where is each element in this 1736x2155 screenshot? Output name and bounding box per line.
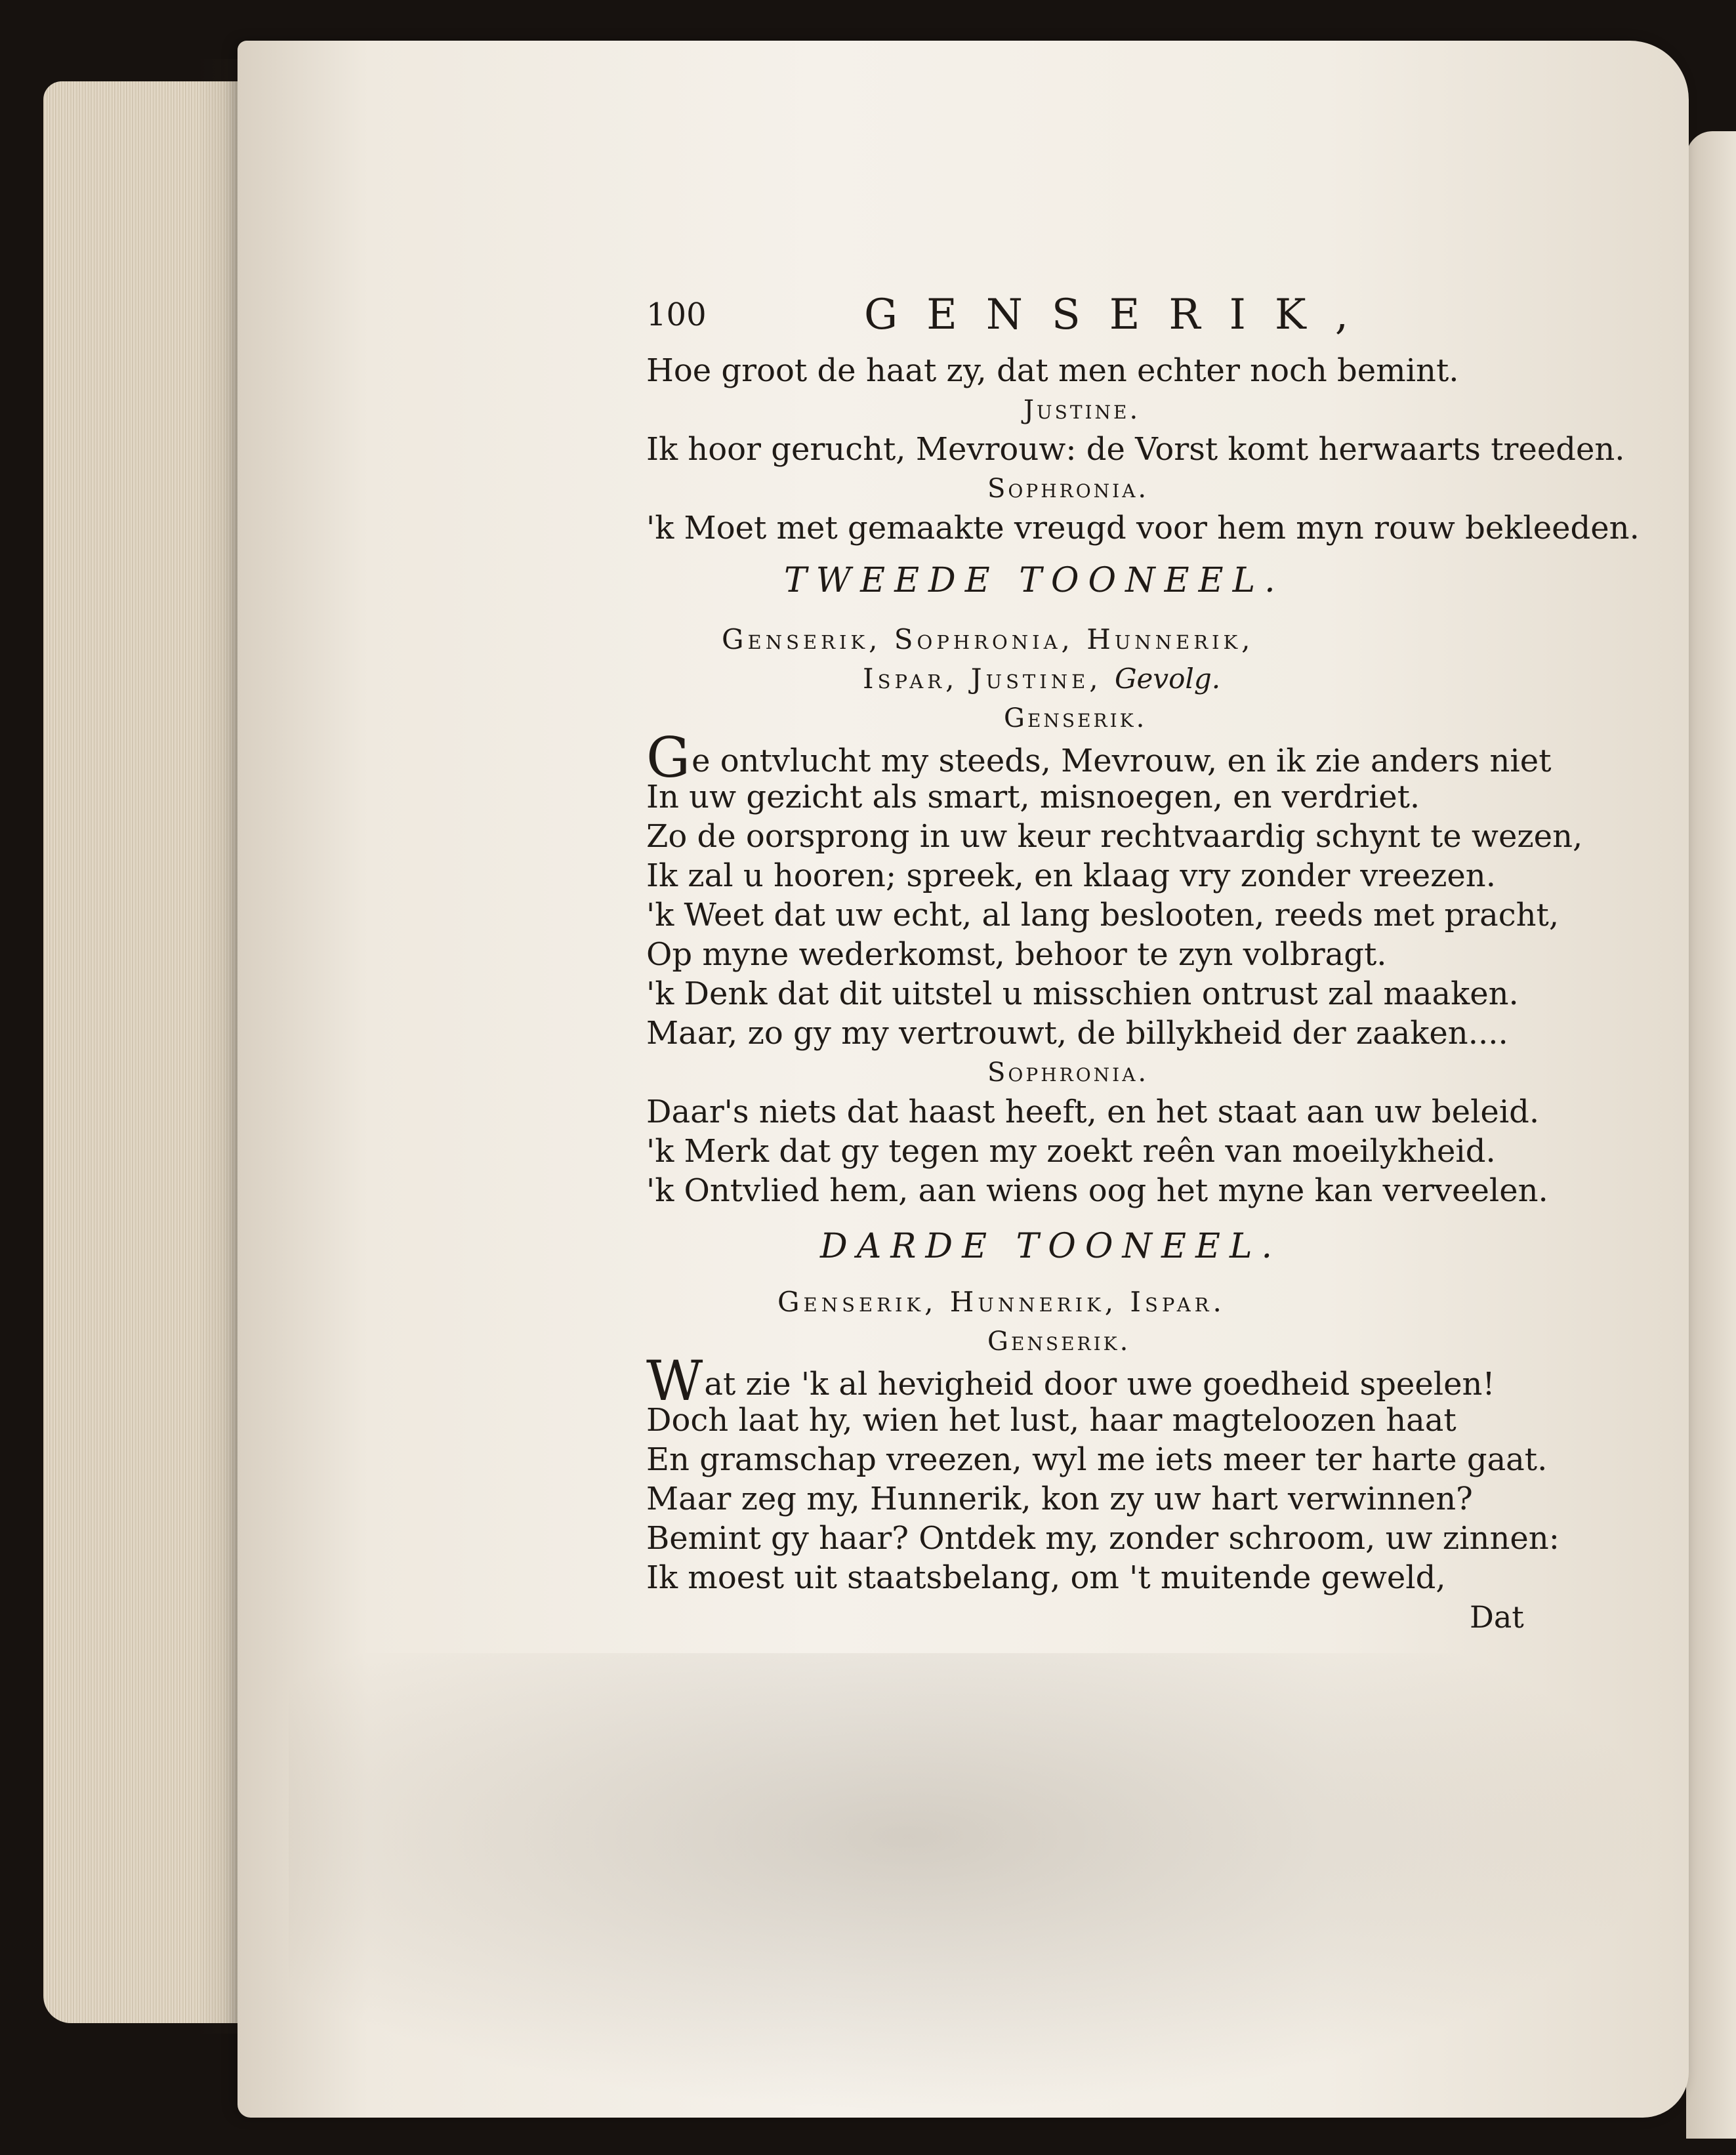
cast-retinue: Gevolg.: [1114, 663, 1221, 695]
running-title: GENSERIK,: [864, 291, 1378, 339]
scene-heading: TWEEDE TOONEEL.: [784, 561, 1285, 600]
speaker-name: Sophronia.: [987, 1057, 1149, 1088]
verse-line: 'k Ontvlied hem, aan wiens oog het myne kan verveelen.: [646, 1172, 1548, 1209]
speaker-name: Genserik.: [987, 1326, 1131, 1357]
verse-line: 'k Moet met gemaakte vreugd voor hem myn rouw bekleeden.: [646, 510, 1640, 546]
cast-names: Ispar, Justine,: [863, 663, 1102, 695]
speaker-name: Sophronia.: [987, 474, 1149, 504]
verse-line: In uw gezicht als smart, misnoegen, en verdriet.: [646, 779, 1420, 815]
verse-text: e ontvlucht my steeds, Mevrouw, en ik zie anders niet: [692, 743, 1552, 779]
verse-line: 'k Denk dat dit uitstel u misschien ontrust zal maaken.: [646, 975, 1519, 1012]
running-header: [646, 289, 1598, 341]
verse-line: Ik hoor gerucht, Mevrouw: de Vorst komt herwaarts treeden.: [646, 431, 1625, 468]
verse-line: Maar zeg my, Hunnerik, kon zy uw hart verwinnen?: [646, 1481, 1473, 1517]
verse-line: 'k Merk dat gy tegen my zoekt reên van moeilykheid.: [646, 1133, 1496, 1170]
verse-line: Hoe groot de haat zy, dat men echter noch bemint.: [646, 352, 1459, 389]
page-number: 100: [646, 297, 707, 333]
verse-line: Maar, zo gy my vertrouwt, de billykheid der zaaken....: [646, 1015, 1508, 1052]
verse-line: En gramschap vreezen, wyl me iets meer ter harte gaat.: [646, 1441, 1548, 1478]
scene-heading: DARDE TOONEEL.: [820, 1227, 1281, 1266]
verse-line: 'k Weet dat uw echt, al lang beslooten, reeds met pracht,: [646, 897, 1560, 934]
verse-line: Ik moest uit staatsbelang, om 't muitende geweld,: [646, 1559, 1446, 1596]
verse-line: [646, 1349, 1495, 1413]
cast-list: Genserik, Hunnerik, Ispar.: [777, 1286, 1226, 1318]
initial-letter: G: [646, 726, 691, 790]
verse-line: Op myne wederkomst, behoor te zyn volbragt.: [646, 936, 1387, 973]
cast-list: [863, 659, 1220, 699]
verse-line: Doch laat hy, wien het lust, haar magteloozen haat: [646, 1402, 1457, 1439]
speaker-name: Justine.: [1023, 395, 1141, 425]
verse-line: Bemint gy haar? Ontdek my, zonder schroom, uw zinnen:: [646, 1520, 1560, 1557]
initial-letter: W: [646, 1349, 703, 1413]
verse-text: at zie 'k al hevigheid door uwe goedheid speelen!: [704, 1366, 1495, 1403]
page-shadow: [289, 1653, 1666, 2112]
verse-line: Ik zal u hooren; spreek, en klaag vry zonder vreezen.: [646, 857, 1496, 894]
catchword: Dat: [1470, 1599, 1524, 1635]
cast-list: Genserik, Sophronia, Hunnerik,: [722, 623, 1254, 655]
speaker-name: Genserik.: [1004, 703, 1147, 733]
verse-line: Zo de oorsprong in uw keur rechtvaardig schynt te wezen,: [646, 818, 1583, 855]
verse-line: [646, 726, 1552, 790]
facing-page-edge: [1686, 131, 1736, 2139]
verse-line: Daar's niets dat haast heeft, en het staat aan uw beleid.: [646, 1094, 1540, 1130]
